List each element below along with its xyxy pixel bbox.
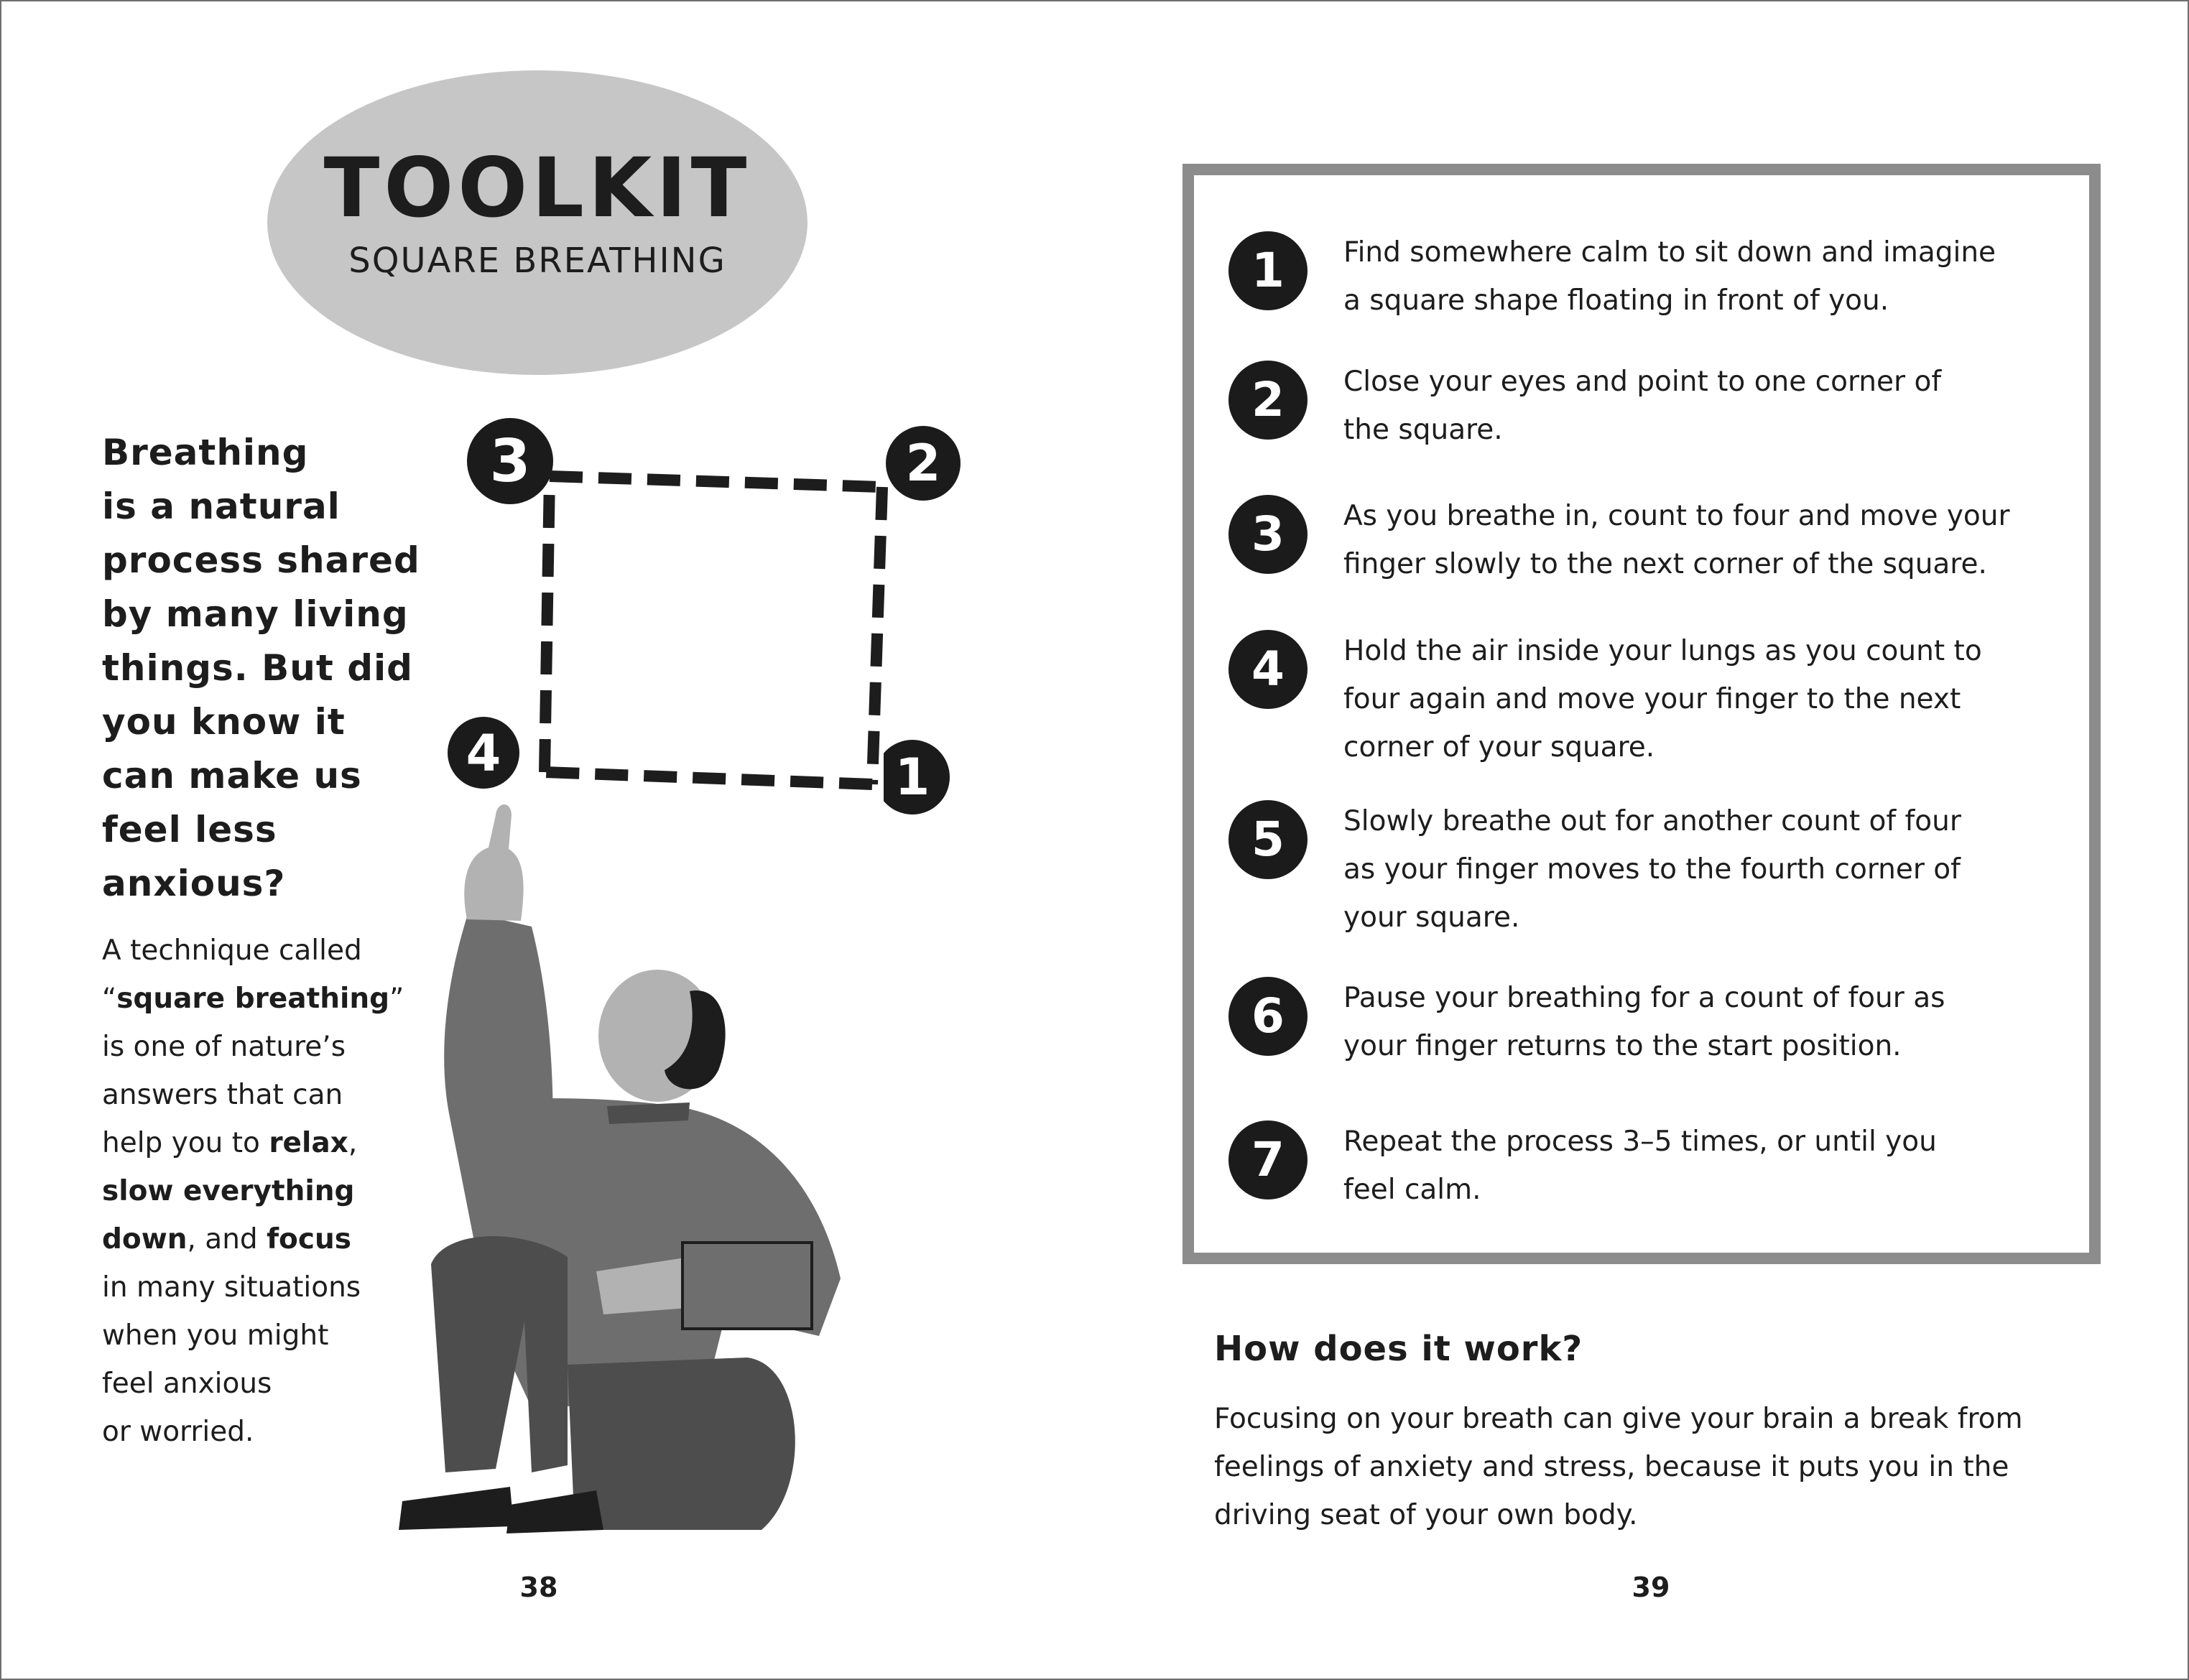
body-line [102,1360,411,1408]
body-emphasis: slow everything [102,1175,355,1207]
body-text: feel anxious [102,1368,272,1400]
lead-line: Breathing [102,432,309,473]
step-line: Pause your breathing for a count of four as [1343,982,1945,1014]
body-line [102,1023,411,1071]
corner-badge-bottom-right [884,740,950,815]
body-line [102,1167,411,1215]
step-line: Close your eyes and point to one corner of [1343,366,1942,398]
step-number-badge: 1 [1228,231,1308,310]
lead-line: is a natural [102,486,341,527]
step-line: finger slowly to the next corner of the square. [1343,548,1987,580]
body-line [102,1263,411,1312]
step-number-badge: 4 [1228,630,1308,709]
step-line: Find somewhere calm to sit down and imagine [1343,236,1996,269]
step-line: your finger returns to the start position. [1343,1030,1902,1062]
corner-number-4: 4 [466,724,501,783]
corner-badge-top-left [467,418,553,504]
step-number-badge: 7 [1228,1120,1308,1199]
lead-line: process shared [102,539,420,581]
body-line [102,1408,411,1456]
body-text: is one of nature’s [102,1031,346,1063]
how-line: feelings of anxiety and stress, because it puts you in the [1214,1451,2009,1483]
right-shoe [506,1490,603,1533]
body-line [102,1312,411,1360]
body-text: help you to [102,1127,269,1159]
step-line: Hold the air inside your lungs as you count to [1343,635,1982,667]
lead-line: you know it [102,701,346,743]
left-shoe [399,1487,514,1530]
step-text [1343,974,2069,1070]
step-number-badge: 3 [1228,495,1308,574]
collar [607,1103,690,1124]
dashed-square [545,476,882,784]
lead-line: feel less [102,809,277,850]
step-line: as your finger moves to the fourth corner of [1343,853,1961,886]
body-emphasis: down [102,1223,188,1256]
step-line: Slowly breathe out for another count of four [1343,805,1961,837]
lead-paragraph [102,426,432,911]
body-line [102,1119,411,1167]
lead-line: by many living [102,593,409,635]
step-text [1343,627,2069,771]
body-text: answers that can [102,1079,343,1111]
body-text: or worried. [102,1416,254,1448]
how-paragraph [1214,1395,2091,1539]
body-line [102,1215,411,1263]
lead-line: anxious? [102,863,286,904]
step-number-badge: 5 [1228,800,1308,879]
step-number-badge: 2 [1228,361,1308,440]
knees [431,1236,568,1472]
body-text: “ [102,983,117,1015]
step-text [1343,1118,2069,1214]
toolkit-title: TOOLKIT [323,140,751,236]
step-text [1343,492,2069,588]
step-line: four again and move your finger to the next [1343,683,1961,715]
cuff [682,1243,812,1329]
square-breathing-illustration [388,409,905,1544]
person-figure [399,804,841,1533]
step-line: feel calm. [1343,1174,1481,1206]
step-text [1343,358,2069,454]
lead-line: things. But did [102,647,413,689]
step-line: your square. [1343,901,1520,934]
corner-badge-bottom-left [448,717,519,789]
toolkit-subtitle: SQUARE BREATHING [348,241,726,281]
trousers [568,1358,795,1530]
how-line: Focusing on your breath can give your brain a break from [1214,1403,2023,1435]
body-text: A technique called [102,934,362,967]
how-line: driving seat of your own body. [1214,1499,1638,1531]
lead-line: can make us [102,755,362,797]
body-text: when you might [102,1319,329,1352]
body-line [102,927,411,975]
body-text: ” [389,983,404,1015]
step-text [1343,797,2069,942]
pointing-hand [464,804,523,921]
step-line: As you breathe in, count to four and move your [1343,500,2010,532]
right-corner-badges [884,424,999,826]
body-line [102,975,411,1023]
corner-number-2: 2 [905,434,941,493]
step-line: corner of your square. [1343,731,1655,764]
page-number-left: 38 [519,1572,558,1603]
how-heading: How does it work? [1214,1329,1583,1369]
step-line: Repeat the process 3–5 times, or until you [1343,1126,1937,1158]
page-number-right: 39 [1632,1572,1670,1603]
step-line: a square shape floating in front of you. [1343,284,1889,317]
step-number-badge: 6 [1228,977,1308,1056]
body-line [102,1071,411,1119]
body-paragraph [102,927,411,1456]
body-emphasis: focus [267,1223,351,1256]
body-emphasis: square breathing [116,983,390,1015]
body-text: in many situations [102,1271,361,1304]
corner-number-3: 3 [489,427,531,496]
corner-badge-top-right [886,426,961,501]
body-emphasis: relax [269,1127,348,1159]
step-text [1343,228,2069,325]
corner-number-1: 1 [894,748,930,807]
body-text: , [348,1127,358,1159]
step-line: the square. [1343,414,1503,446]
body-text: , and [187,1223,267,1256]
